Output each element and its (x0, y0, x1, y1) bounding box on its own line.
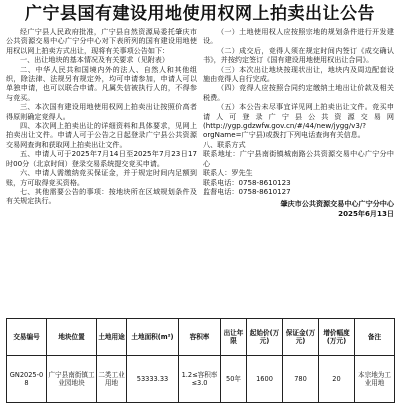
paragraph: 二、中华人民共和国境内外的法人、自然人和其他组织，除法律、法规另有规定外，均可申请参加，申请人可以单独申请，也可以联合申请。凡属失信被执行人的，不得参与竞买。 (6, 64, 197, 102)
signature-date: 2025年6月13日 (338, 208, 394, 218)
cell-area: 53333.33 (127, 356, 179, 403)
paragraph: 六、申请人需缴纳竞买保证金，并于规定时间内足额到账，方可取得竞买资格。 (6, 168, 197, 187)
cell-remark: 本宗地为工业用地 (355, 356, 395, 403)
cell-plot-ratio: 1.2≤容积率≤3.0 (179, 356, 221, 403)
contact-phone: 联系电话：0758-8610123 (203, 177, 291, 187)
paragraph: 五、申请人可于2025年7月14日至2025年7月23日17时00分（北京时间）登录交易系统提交竞买申请。 (6, 149, 197, 168)
cell-location: 广宁县南街镇工业园地块 (47, 356, 97, 403)
paragraph: 经广宁县人民政府批准，广宁县自然资源局委托肇庆市公共资源交易中心广宁分中心对下表所列的国有建设用地使用权以网上拍卖方式出让，现将有关事项公告如下： (6, 27, 197, 55)
paragraph: （一）土地使用权人应按照宗地的规划条件进行开发建设。 (203, 27, 394, 46)
paragraph: 一、出让地块的基本情况及有关要求（见附表） (20, 55, 169, 65)
table-header-row (7, 319, 395, 356)
paragraph: （五）本公告未尽事宜详见网上拍卖出让文件。竞买申请人可登录广宁县公共资源交易网(http://ygp.gdzwfw.gov.cn/#/44/new/jygg/v3/?orgName=广宁县)或拨打下列电话查询有关信息。 (203, 102, 394, 140)
cell-term: 50年 (221, 356, 247, 403)
header-increment: 增价幅度(万元) (319, 319, 355, 356)
header-remark: 备注 (355, 319, 395, 356)
header-deposit: 保证金(万元) (283, 319, 319, 356)
header-term: 出让年限 (221, 319, 247, 356)
header-area: 土地面积(m²) (127, 319, 179, 356)
land-parcel-table (6, 318, 395, 403)
header-location: 地块位置 (47, 319, 97, 356)
cell-trade-no: GN2025-08 (7, 356, 47, 403)
table-row (7, 356, 395, 403)
paragraph: 三、本次国有建设用地使用权网上拍卖出让按照价高者得原则确定竞得人。 (6, 102, 197, 121)
header-trade-no: 交易编号 (7, 319, 47, 356)
notice-title: 广宁县国有建设用地使用权网上拍卖出让公告 (25, 4, 375, 24)
paragraph: （三）本次出让地块按现状出让，地块内及周边配套设施由竞得人自行完成。 (203, 64, 394, 84)
paragraph: （二）成交后，竞得人须在规定时间内签订《成交确认书》，并按约定签订《国有建设用地使用权出让合同》。 (203, 45, 394, 65)
contact-address: 联系地址：广宁县南街镇城南路公共资源交易中心广宁分中心 (203, 149, 394, 168)
cell-increment: 20 (319, 356, 355, 403)
contact-person: 联系人：罗先生 (203, 168, 253, 178)
cell-start-price: 1600 (247, 356, 283, 403)
supervision-phone: 监督电话：0758-8610127 (203, 186, 291, 196)
contact-heading: 八、联系方式 (203, 139, 246, 149)
notice-body (6, 27, 394, 315)
notice-column-left (6, 27, 197, 315)
notice-column-right (203, 27, 394, 315)
paragraph: 四、本次网上拍卖出让的详细资料和具体要求，见网上拍卖出让文件。申请人可于公告之日起登录广宁县公共资源交易网查询和获取网上拍卖出让文件。 (6, 121, 197, 149)
paragraph: 七、其他需要公告的事项：按地块所在区域规划条件及有关规定执行。 (6, 186, 197, 206)
signature-org: 肇庆市公共资源交易中心广宁分中心 (280, 199, 394, 209)
header-usage: 土地用途 (97, 319, 127, 356)
cell-deposit: 780 (283, 356, 319, 403)
header-plot-ratio: 容积率 (179, 319, 221, 356)
header-start-price: 起始价(万元) (247, 319, 283, 356)
signature-block (203, 199, 394, 218)
cell-usage: 二类工业用地 (97, 356, 127, 403)
paragraph: （四）竞得人应按照合同约定缴纳土地出让价款及相关税费。 (203, 83, 394, 102)
